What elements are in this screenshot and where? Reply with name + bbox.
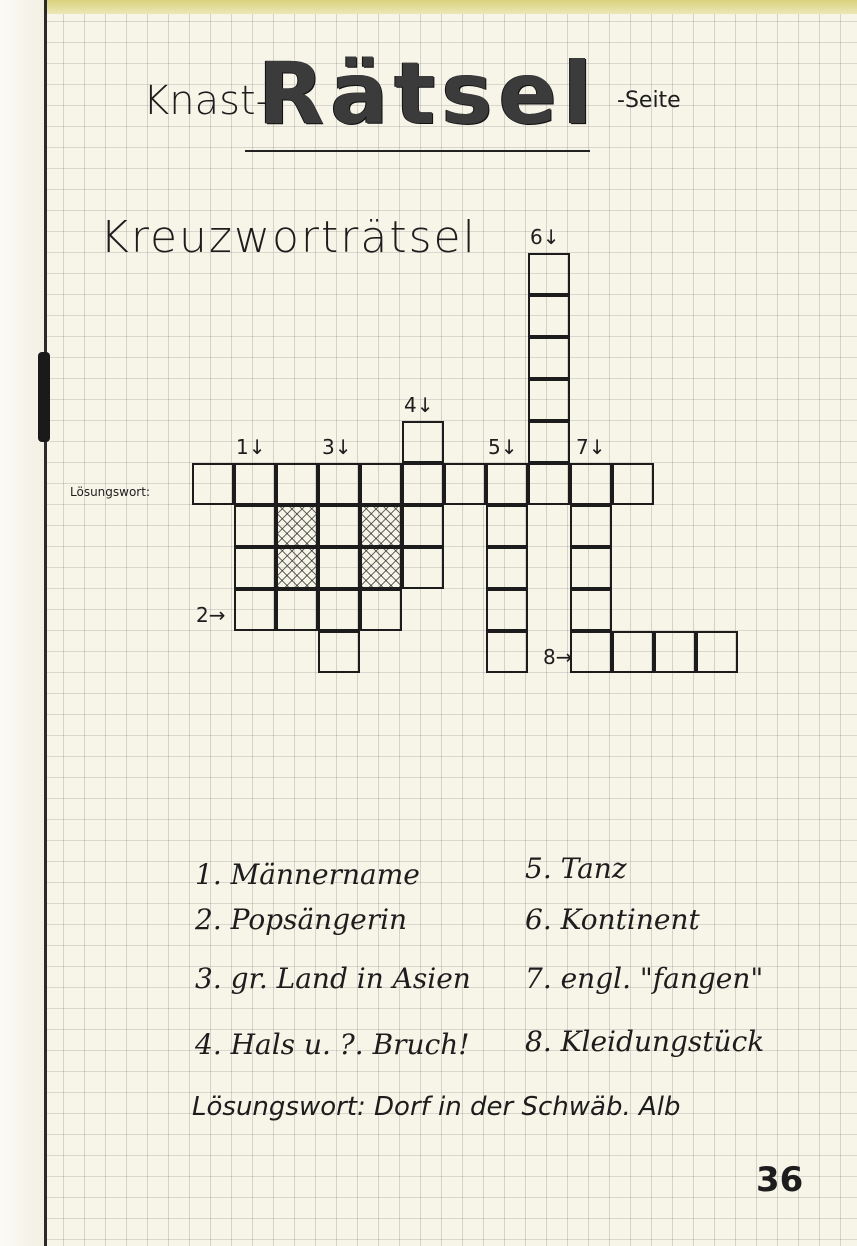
crossword-cell[interactable] (528, 421, 570, 463)
crossword-cell[interactable] (402, 505, 444, 547)
crossword-cell[interactable] (318, 631, 360, 673)
clue-item: 5. Tanz (525, 852, 627, 885)
clue-item: 3. gr. Land in Asien (195, 962, 471, 995)
blocked-cell (276, 547, 318, 589)
crossword-cell[interactable] (570, 463, 612, 505)
crossword-cell[interactable] (234, 505, 276, 547)
crossword-cell[interactable] (528, 463, 570, 505)
clue-number-6: 6↓ (530, 225, 560, 249)
clue-number-7: 7↓ (576, 435, 606, 459)
crossword-cell[interactable] (612, 463, 654, 505)
crossword-cell[interactable] (276, 463, 318, 505)
clue-number-3: 3↓ (322, 435, 352, 459)
clue-item: 1. Männername (195, 858, 420, 891)
crossword-cell[interactable] (486, 505, 528, 547)
crossword-cell[interactable] (696, 631, 738, 673)
crossword-cell[interactable] (654, 631, 696, 673)
crossword-cell[interactable] (528, 295, 570, 337)
crossword-cell[interactable] (402, 463, 444, 505)
crossword-cell[interactable] (360, 463, 402, 505)
crossword-cell[interactable] (528, 253, 570, 295)
crossword-cell[interactable] (528, 379, 570, 421)
clue-item: 6. Kontinent (525, 903, 700, 936)
title-prefix: Knast- (143, 78, 271, 124)
crossword-cell[interactable] (402, 547, 444, 589)
clue-item: 8. Kleidungstück (525, 1025, 765, 1058)
crossword-cell[interactable] (444, 463, 486, 505)
crossword-cell[interactable] (402, 421, 444, 463)
crossword-cell[interactable] (318, 589, 360, 631)
crossword-cell[interactable] (486, 589, 528, 631)
crossword-cell[interactable] (570, 631, 612, 673)
crossword-cell[interactable] (486, 631, 528, 673)
clue-item: 7. engl. "fangen" (525, 962, 764, 995)
crossword-cell[interactable] (570, 505, 612, 547)
crossword-cell[interactable] (612, 631, 654, 673)
crossword-cell[interactable] (318, 463, 360, 505)
crossword-cell[interactable] (234, 589, 276, 631)
clue-number-2: 2→ (196, 603, 226, 627)
title-suffix: -Seite (617, 88, 681, 113)
crossword-cell[interactable] (360, 589, 402, 631)
blocked-cell (360, 547, 402, 589)
puzzle-heading: Kreuzworträtsel (100, 212, 477, 263)
clue-number-1: 1↓ (236, 435, 266, 459)
page-number: 36 (756, 1160, 804, 1200)
blocked-cell (276, 505, 318, 547)
clue-item: 2. Popsängerin (195, 903, 408, 936)
clue-number-5: 5↓ (488, 435, 518, 459)
crossword-cell[interactable] (192, 463, 234, 505)
crossword-cell[interactable] (318, 547, 360, 589)
solution-clue: Lösungswort: Dorf in der Schwäb. Alb (192, 1092, 681, 1122)
crossword-cell[interactable] (276, 589, 318, 631)
solution-label: Lösungswort: (70, 485, 150, 499)
clue-number-8: 8→ (543, 645, 573, 669)
page-title: Rätsel (258, 44, 599, 144)
crossword-cell[interactable] (528, 337, 570, 379)
crossword-cell[interactable] (570, 547, 612, 589)
crossword-cell[interactable] (234, 547, 276, 589)
clue-number-4: 4↓ (404, 393, 434, 417)
crossword-cell[interactable] (486, 463, 528, 505)
crossword-cell[interactable] (234, 463, 276, 505)
crossword-cell[interactable] (570, 589, 612, 631)
crossword-cell[interactable] (318, 505, 360, 547)
crossword-cell[interactable] (486, 547, 528, 589)
clue-item: 4. Hals u. ?. Bruch! (195, 1028, 470, 1061)
blocked-cell (360, 505, 402, 547)
